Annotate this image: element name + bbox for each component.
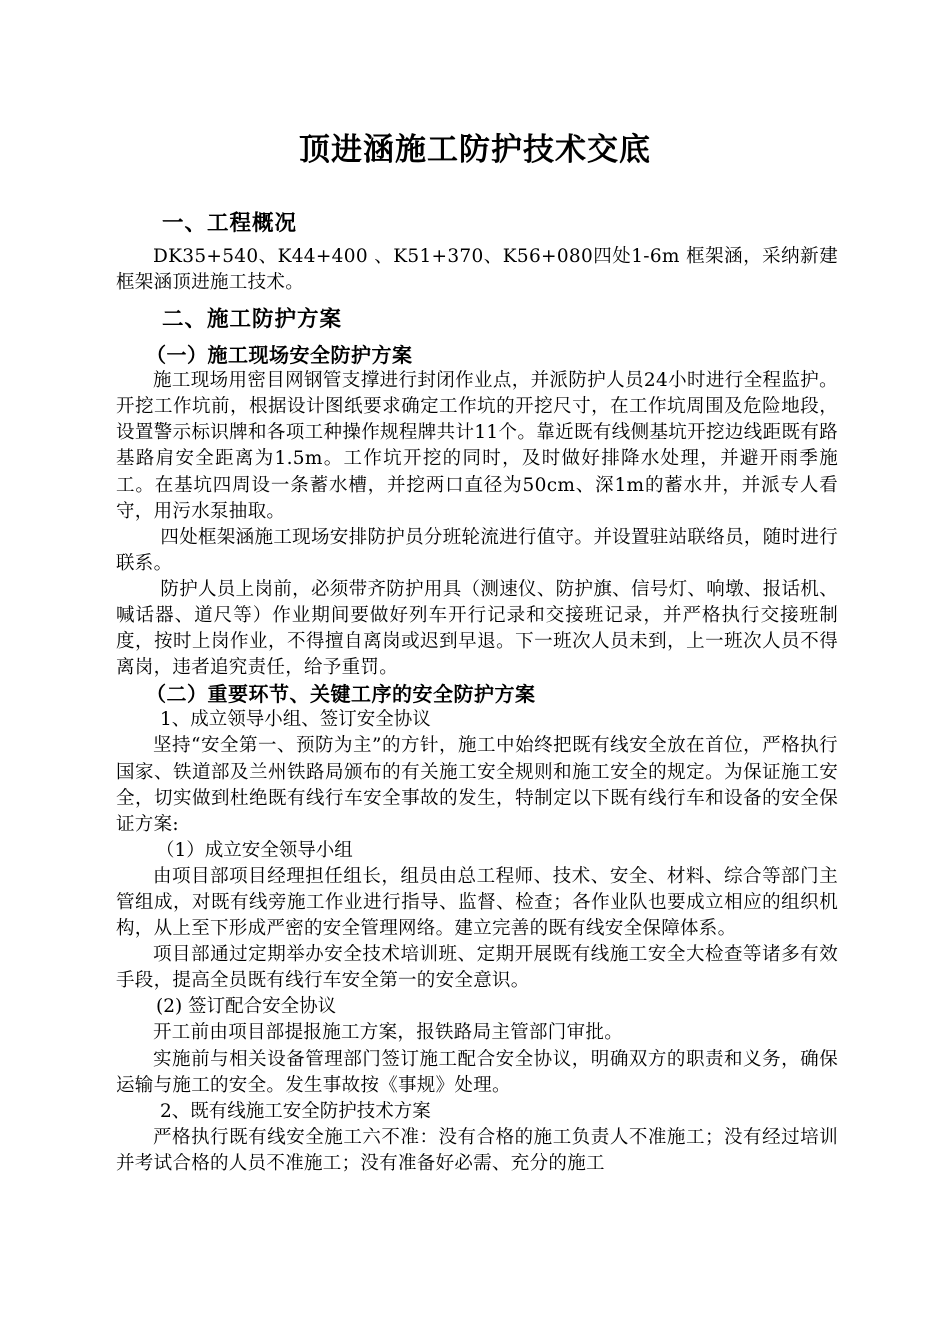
paragraph: 施工现场用密目网钢管支撑进行封闭作业点，并派防护人员24小时进行全程监护。开挖工作坑前，根据设计图纸要求确定工作坑的开挖尺寸，在工作坑周围及危险地段，设置警示标识牌和各项工种操作规程牌共计11个。靠近既有线侧基坑开挖边线距既有路基路肩安全距离为1.5m。工作坑开挖的同时，及时做好排降水处理，并避开雨季施工。在基坑四周设一条蓄水槽，并挖两口直径为50cm、深1m的蓄水井，并派专人看守，用污水泵抽取。 — [116, 370, 838, 522]
paragraph: 防护人员上岗前，必须带齐防护用具（测速仪、防护旗、信号灯、响墩、报话机、喊话器、道尺等）作业期间要做好列车开行记录和交接班记录，并严格执行交接班制度，按时上岗作业，不得擅自离岗或迟到早退。下一班次人员未到，上一班次人员不得离岗，违者追究责任，给予重罚。 — [116, 578, 838, 679]
section-2-heading: 二、施工防护方案 — [162, 307, 343, 333]
subsection-1-heading: （一）施工现场安全防护方案 — [146, 343, 413, 368]
item-heading: 2、既有线施工安全防护技术方案 — [160, 1100, 431, 1122]
document-title: 顶进涵施工防护技术交底 — [299, 132, 651, 168]
item-heading: （1）成立安全领导小组 — [156, 839, 353, 861]
paragraph: 开工前由项目部提报施工方案，报铁路局主管部门审批。 — [153, 1022, 624, 1044]
section-1-heading: 一、工程概况 — [162, 211, 298, 236]
document-body — [116, 206, 838, 1177]
section-1-text: DK35+540、K44+400 、K51+370、K56+080四处1-6m 框架涵，采纳新建框架涵顶进施工技术。 — [116, 246, 838, 294]
paragraph: 严格执行既有线安全施工六不准：没有合格的施工负责人不准施工；没有经过培训并考试合格的人员不准施工；没有准备好必需、充分的施工 — [116, 1126, 838, 1174]
paragraph: 由项目部项目经理担任组长，组员由总工程师、技术、安全、材料、综合等部门主管组成，对既有线旁施工作业进行指导、监督、检查；各作业队也要成立相应的组织机构，从上至下形成严密的安全管理网络。建立完善的既有线安全保障体系。 — [116, 865, 838, 940]
item-heading: 1、成立领导小组、签订安全协议 — [160, 709, 431, 731]
subsection-2-heading: （二）重要环节、关键工序的安全防护方案 — [146, 682, 536, 707]
paragraph: 四处框架涵施工现场安排防护员分班轮流进行值守。并设置驻站联络员，随时进行联系。 — [116, 526, 838, 574]
paragraph: 项目部通过定期举办安全技术培训班、定期开展既有线施工安全大检查等诸多有效手段，提高全员既有线行车安全第一的安全意识。 — [116, 944, 838, 992]
paragraph: 实施前与相关设备管理部门签订施工配合安全协议，明确双方的职责和义务，确保运输与施工的安全。发生事故按《事规》处理。 — [116, 1048, 838, 1096]
item-heading: (2) 签订配合安全协议 — [156, 996, 337, 1018]
paragraph: 坚持“安全第一、预防为主”的方针，施工中始终把既有线安全放在首位，严格执行国家、铁道部及兰州铁路局颁布的有关施工安全规则和施工安全的规定。为保证施工安全，切实做到杜绝既有线行车安全事故的发生，特制定以下既有线行车和设备的安全保证方案: — [116, 735, 838, 835]
